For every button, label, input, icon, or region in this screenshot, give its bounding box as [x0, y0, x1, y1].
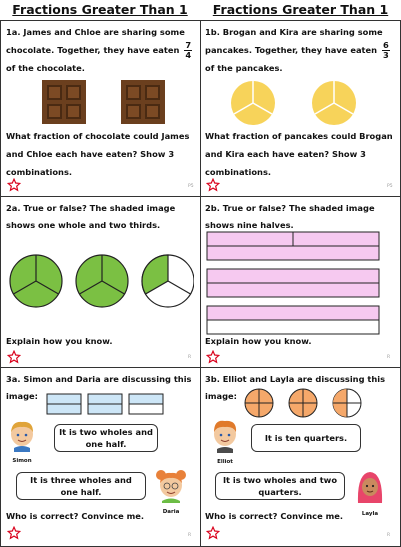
- daria-speech-bubble: It is three wholes and one half.: [16, 472, 146, 500]
- row-divider-2: [0, 367, 401, 368]
- q1a-fraction: [184, 41, 192, 60]
- q1a-line5: and Chloe each have eaten? Show 3: [6, 149, 175, 159]
- layla-avatar: [355, 469, 385, 505]
- star-icon: [7, 178, 21, 192]
- q1b-line6: combinations.: [205, 167, 272, 177]
- q1b-frac-num: 6: [382, 40, 389, 50]
- q2a-page: R: [188, 355, 192, 360]
- chocolate-bar-1: [42, 80, 86, 124]
- q2b-line1: 2b. True or false? The shaded image: [205, 203, 375, 213]
- q1a-line1: 1a. James and Chloe are sharing some: [6, 27, 185, 37]
- q1a-frac-den: 4: [185, 50, 192, 60]
- left-header: Fractions Greater Than 1: [12, 2, 188, 17]
- q1a-line4: What fraction of chocolate could James: [6, 131, 190, 141]
- q2a-line2: shows one whole and two thirds.: [6, 220, 161, 230]
- q3a-line2: image:: [6, 391, 38, 401]
- orange-circle-whole-1: [245, 389, 273, 417]
- layla-name: Layla: [361, 511, 379, 517]
- blue-bars-image: [46, 393, 164, 417]
- question-1a: [6, 24, 196, 194]
- q2b-line2: shows nine halves.: [205, 220, 294, 230]
- chocolate-bars-image: [42, 80, 172, 124]
- question-3b: [205, 371, 397, 545]
- q1a-line6: combinations.: [6, 167, 73, 177]
- star-icon: [7, 350, 21, 364]
- orange-circle-whole-2: [289, 389, 317, 417]
- q1b-line2: pancakes. Together, they have eaten: [205, 45, 378, 55]
- q2b-page: R: [387, 355, 391, 360]
- pancake-2: [312, 81, 356, 125]
- orange-circles-image: [243, 387, 367, 419]
- elliot-avatar: [211, 419, 239, 453]
- q2a-line1: 2a. True or false? The shaded image: [6, 203, 176, 213]
- blue-bar-3: [129, 394, 163, 414]
- circle-one-third: [142, 255, 194, 307]
- question-2a: [6, 200, 196, 365]
- row-divider-1: [0, 196, 401, 197]
- bar-half: [207, 306, 379, 334]
- elliot-speech-bubble: It is ten quarters.: [251, 424, 361, 452]
- star-icon: [206, 178, 220, 192]
- q1a-frac-num: 7: [185, 40, 192, 50]
- q3a-line3: Who is correct? Convince me.: [6, 511, 145, 521]
- q1b-line5: and Kira each have eaten? Show 3: [205, 149, 366, 159]
- q1b-line1: 1b. Brogan and Kira are sharing some: [205, 27, 383, 37]
- blue-bar-1: [47, 394, 81, 414]
- orange-circle-half: [333, 389, 361, 417]
- daria-avatar: [154, 467, 188, 503]
- q2a-line3: Explain how you know.: [6, 336, 113, 346]
- elliot-name: Elliot: [217, 459, 233, 465]
- q1a-line3: of the chocolate.: [6, 63, 85, 73]
- chocolate-bar-2: [121, 80, 165, 124]
- q3b-page: R: [387, 533, 391, 538]
- blue-bar-2: [88, 394, 122, 414]
- q1a-page: P5: [188, 184, 194, 189]
- q1b-fraction: [382, 41, 390, 60]
- simon-speech-bubble: It is two wholes and one half.: [54, 424, 158, 452]
- q1b-line4: What fraction of pancakes could Brogan: [205, 131, 393, 141]
- pancakes-image: [231, 80, 361, 126]
- circle-whole-2: [76, 255, 128, 307]
- simon-avatar: [8, 420, 36, 452]
- pancake-1: [231, 81, 275, 125]
- right-header: Fractions Greater Than 1: [212, 2, 389, 17]
- star-icon: [206, 526, 220, 540]
- q1a-line2: chocolate. Together, they have eaten: [6, 45, 180, 55]
- q3b-line3: Who is correct? Convince me.: [205, 511, 344, 521]
- star-icon: [206, 350, 220, 364]
- question-1b: [205, 24, 397, 194]
- column-divider: [200, 20, 201, 547]
- bar-whole-2: [207, 269, 379, 297]
- pink-bars-image: [206, 231, 382, 335]
- question-3a: [6, 371, 196, 545]
- daria-name: Daria: [162, 509, 180, 515]
- q3b-line2: image:: [205, 391, 237, 401]
- q2b-line3: Explain how you know.: [205, 336, 312, 346]
- q1b-frac-den: 3: [382, 50, 389, 60]
- bar-whole-1: [207, 232, 379, 260]
- layla-speech-bubble: It is two wholes and two quarters.: [215, 472, 345, 500]
- q1b-line3: of the pancakes.: [205, 63, 283, 73]
- q3a-line1: 3a. Simon and Daria are discussing this: [6, 374, 192, 384]
- simon-name: Simon: [12, 458, 32, 464]
- q3a-page: R: [188, 533, 192, 538]
- star-icon: [7, 526, 21, 540]
- circle-whole-1: [10, 255, 62, 307]
- q3b-line1: 3b. Elliot and Layla are discussing this: [205, 374, 386, 384]
- question-2b: [205, 200, 397, 365]
- q1b-page: P5: [387, 184, 393, 189]
- green-circles-image: [8, 252, 194, 310]
